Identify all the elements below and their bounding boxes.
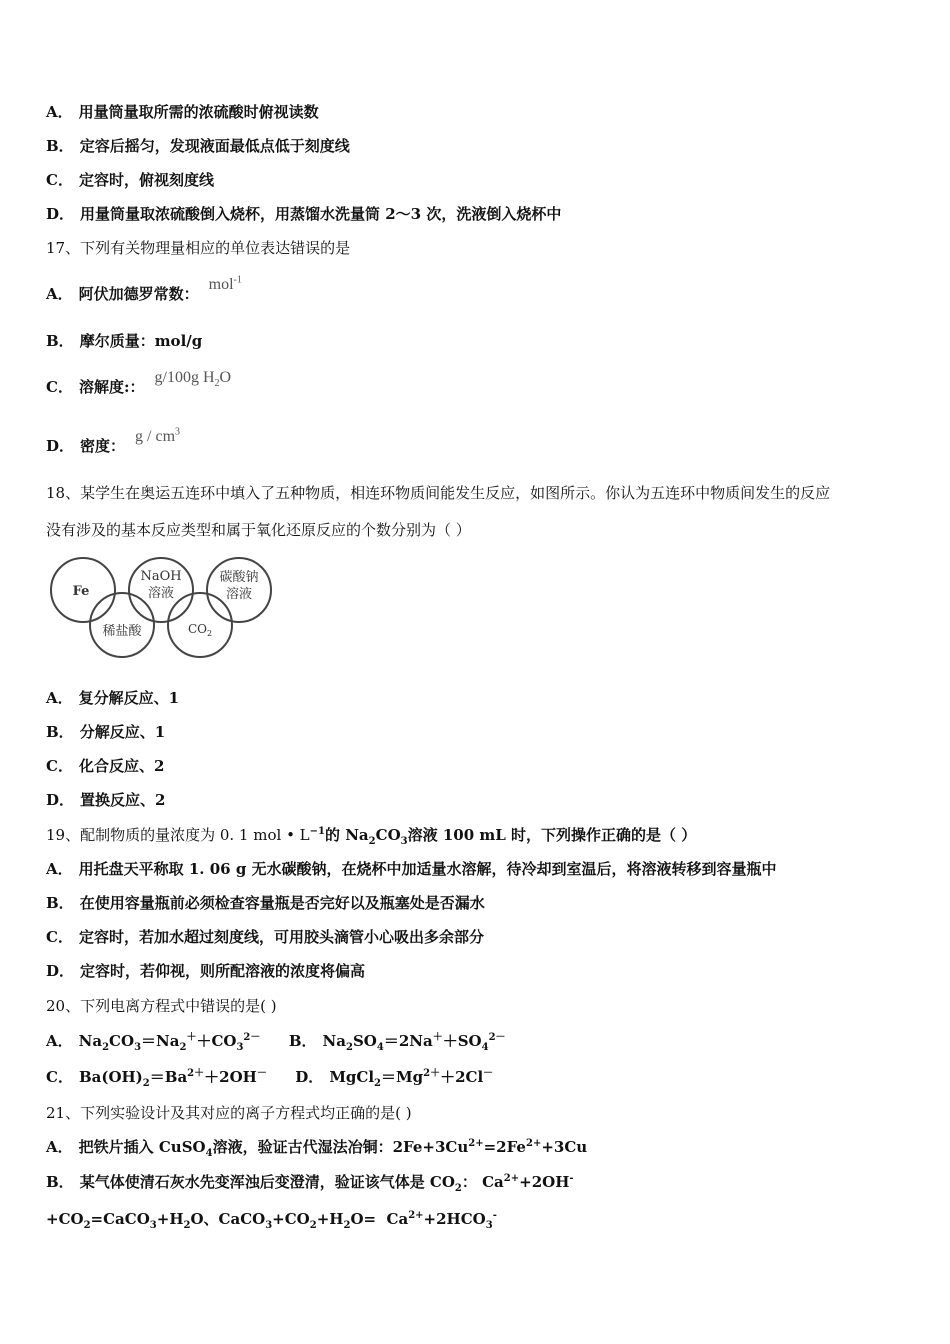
q16-option-c: C． 定容时，俯视刻度线 [46, 171, 214, 189]
q20-equation-b: $Na_2SO_4=2Na^++SO_4^{2-}$ [322, 1032, 506, 1053]
q18-stem-line2: 没有涉及的基本反应类型和属于氧化还原反应的个数分别为（ ） [46, 521, 471, 539]
q18-option-c: C． 化合反应、2 [46, 757, 165, 775]
q17-option-c: C． 溶解度:：g/100g $H_2O$ [46, 369, 232, 396]
q20-equation-a: $Na_2CO_3=Na_2^++CO_3^{2-}$ [78, 1032, 261, 1053]
ring-label-fe: Fe [72, 584, 90, 599]
q21-option-a: A． 把铁片插入 CuSO$_4$溶液，验证古代湿法冶铜：$2Fe+3Cu^{2+}=2Fe^{2+}+3Cu$ [46, 1138, 588, 1159]
q21-option-b: B． 某气体使清石灰水先变浑浊后变澄清，验证该气体是 $CO_2$： $Ca^{2+}+2OH^-$ [46, 1173, 574, 1194]
ring-label-na2co3: 碳酸钠 [219, 570, 259, 585]
q17-a-unit: mol$^{-1}$ [208, 274, 242, 293]
q20-options-cd: C． $Ba(OH)_2=Ba^{2+}+2OH^-$ D． $MgCl_2=Mg^{2+}+2Cl^-$ [46, 1068, 494, 1089]
q17-option-a: A． 阿伏加德罗常数：mol$^{-1}$ [46, 274, 242, 303]
ring-label-hcl: 稀盐酸 [102, 624, 142, 639]
q17-option-b: B． 摩尔质量：mol/g [46, 332, 203, 350]
ring-label-co2: $CO_2$ [187, 622, 213, 638]
q20-equation-c: $Ba(OH)_2=Ba^{2+}+2OH^-$ [78, 1068, 267, 1089]
q19-stem: 19、配制物质的量浓度为 0. 1 mol • $L^{-1}$的 $Na_2CO_3$溶液 100 mL 时，下列操作正确的是（ ） [46, 826, 697, 847]
q17-option-d: D． 密度：g / $cm^3$ [46, 426, 181, 455]
q19-option-b: B． 在使用容量瓶前必须检查容量瓶是否完好以及瓶塞处是否漏水 [46, 894, 485, 912]
q20-equation-d: $MgCl_2=Mg^{2+}+2Cl^-$ [329, 1068, 494, 1089]
q21-stem: 21、下列实验设计及其对应的离子方程式均正确的是( ) [46, 1104, 412, 1122]
ring-label-na2co3-2: 溶液 [225, 587, 253, 602]
ring-label-naoh-2: 溶液 [147, 586, 175, 601]
olympic-rings-figure [46, 553, 276, 663]
q18-option-a: A． 复分解反应、1 [46, 689, 180, 707]
q19-option-a: A． 用托盘天平称取 1. 06 g 无水碳酸钠，在烧杯中加适量水溶解，待冷却到室温后，将溶液转移到容量瓶中 [46, 860, 777, 878]
q19-option-c: C． 定容时，若加水超过刻度线，可用胶头滴管小心吸出多余部分 [46, 928, 484, 946]
q17-c-unit: g/100g $H_2O$ [154, 369, 232, 390]
q16-option-a: A． 用量筒量取所需的浓硫酸时俯视读数 [46, 103, 319, 121]
q16-option-b: B． 定容后摇匀，发现液面最低点低于刻度线 [46, 137, 350, 155]
q18-option-d: D． 置换反应、2 [46, 791, 166, 809]
q20-stem: 20、下列电离方程式中错误的是( ) [46, 997, 277, 1015]
q17-stem: 17、下列有关物理量相应的单位表达错误的是 [46, 239, 351, 257]
q18-stem-line1: 18、某学生在奥运五连环中填入了五种物质，相连环物质间能发生反应，如图所示。你认为五连环中物质间发生的反应 [46, 484, 831, 502]
ring-label-naoh: NaOH [140, 569, 182, 584]
q21-option-b-continued: $+CO_2=CaCO_3+H_2O$、$CaCO_3+CO_2+H_2O= Ca^{2+}+2HCO_3^-$ [46, 1210, 497, 1231]
q18-option-b: B． 分解反应、1 [46, 723, 166, 741]
q16-option-d: D． 用量筒量取浓硫酸倒入烧杯，用蒸馏水洗量筒 2～3 次，洗液倒入烧杯中 [46, 205, 562, 223]
q20-options-ab: A． $Na_2CO_3=Na_2^++CO_3^{2-}$ B． $Na_2SO_4=2Na^++SO_4^{2-}$ [46, 1032, 506, 1053]
q19-option-d: D． 定容时，若仰视，则所配溶液的浓度将偏高 [46, 962, 366, 980]
q17-d-unit: g / $cm^3$ [135, 426, 181, 445]
